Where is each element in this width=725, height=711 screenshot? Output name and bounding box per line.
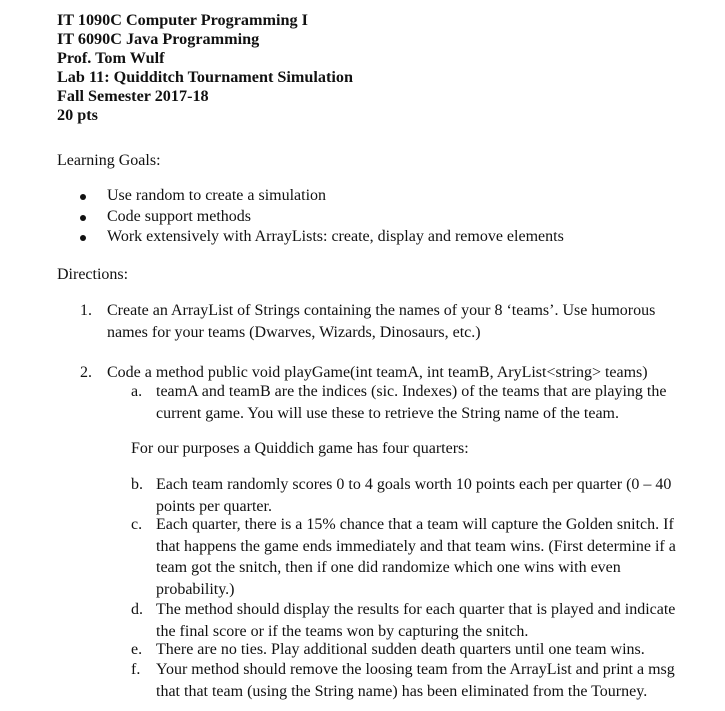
- substep-letter: d.: [131, 601, 143, 618]
- substep-text: teamA and teamB are the indices (sic. Indexes) of the teams that are playing the current game. You will use these to retrieve the String name of the team.: [156, 383, 667, 422]
- substep-letter: f.: [131, 661, 141, 678]
- substep-letter: b.: [131, 476, 143, 493]
- substep-text: There are no ties. Play additional sudden death quarters until one team wins.: [156, 641, 645, 658]
- learning-goals-list: [80, 186, 564, 248]
- substep-letter: c.: [131, 516, 143, 533]
- directions-heading: Directions:: [57, 266, 129, 283]
- substep-text: Each team randomly scores 0 to 4 goals worth 10 points each per quarter (0 – 40 points per quarter.: [156, 476, 672, 515]
- substep-c: [131, 514, 696, 600]
- bullet-icon: [80, 194, 86, 200]
- bullet-icon: [80, 235, 86, 241]
- course-title-1: IT 1090C Computer Programming I: [57, 11, 308, 29]
- substep-letter: a.: [131, 383, 143, 400]
- quarter-note: For our purposes a Quiddich game has four quarters:: [131, 440, 469, 457]
- points: 20 pts: [57, 106, 98, 124]
- substep-text: The method should display the results for each quarter that is played and indicate the final score or if the teams won by capturing the snitch.: [156, 601, 676, 640]
- list-item: [80, 227, 564, 248]
- substep-a: [131, 381, 696, 424]
- bullet-icon: [80, 215, 86, 221]
- semester: Fall Semester 2017-18: [57, 87, 209, 105]
- step-text: Code a method public void playGame(int teamA, int teamB, AryList<string> teams): [107, 364, 648, 381]
- step-number: 2.: [80, 364, 92, 381]
- substep-e: [131, 639, 696, 661]
- substep-b: [131, 474, 696, 517]
- goal-text: Work extensively with ArrayLists: create, display and remove elements: [107, 228, 564, 245]
- document-header: [57, 11, 353, 125]
- substep-text: Your method should remove the loosing team from the ArrayList and print a msg that that team (using the String name) has been eliminated from the Tourney.: [156, 661, 675, 700]
- substep-f: [131, 659, 696, 702]
- substep-text: Each quarter, there is a 15% chance that a team will capture the Golden snitch. If that happens the game ends immediately and that team wins. (First determine if a team got the snitch, then if one did randomize which one wins with even probability.): [156, 516, 676, 598]
- goal-text: Use random to create a simulation: [107, 187, 327, 204]
- substep-letter: e.: [131, 641, 143, 658]
- course-title-2: IT 6090C Java Programming: [57, 30, 260, 48]
- direction-step-1: [80, 300, 700, 343]
- list-item: [80, 207, 564, 228]
- lab-title: Lab 11: Quidditch Tournament Simulation: [57, 68, 353, 86]
- list-item: [80, 186, 564, 207]
- goal-text: Code support methods: [107, 207, 251, 225]
- learning-goals-heading: Learning Goals:: [57, 152, 161, 169]
- professor-name: Prof. Tom Wulf: [57, 49, 165, 67]
- step-text: Create an ArrayList of Strings containing the names of your 8 ‘teams’. Use humorous names for your teams (Dwarves, Wizards, Dinosaurs, etc.): [107, 302, 656, 341]
- step-number: 1.: [80, 302, 92, 319]
- substep-d: [131, 599, 696, 642]
